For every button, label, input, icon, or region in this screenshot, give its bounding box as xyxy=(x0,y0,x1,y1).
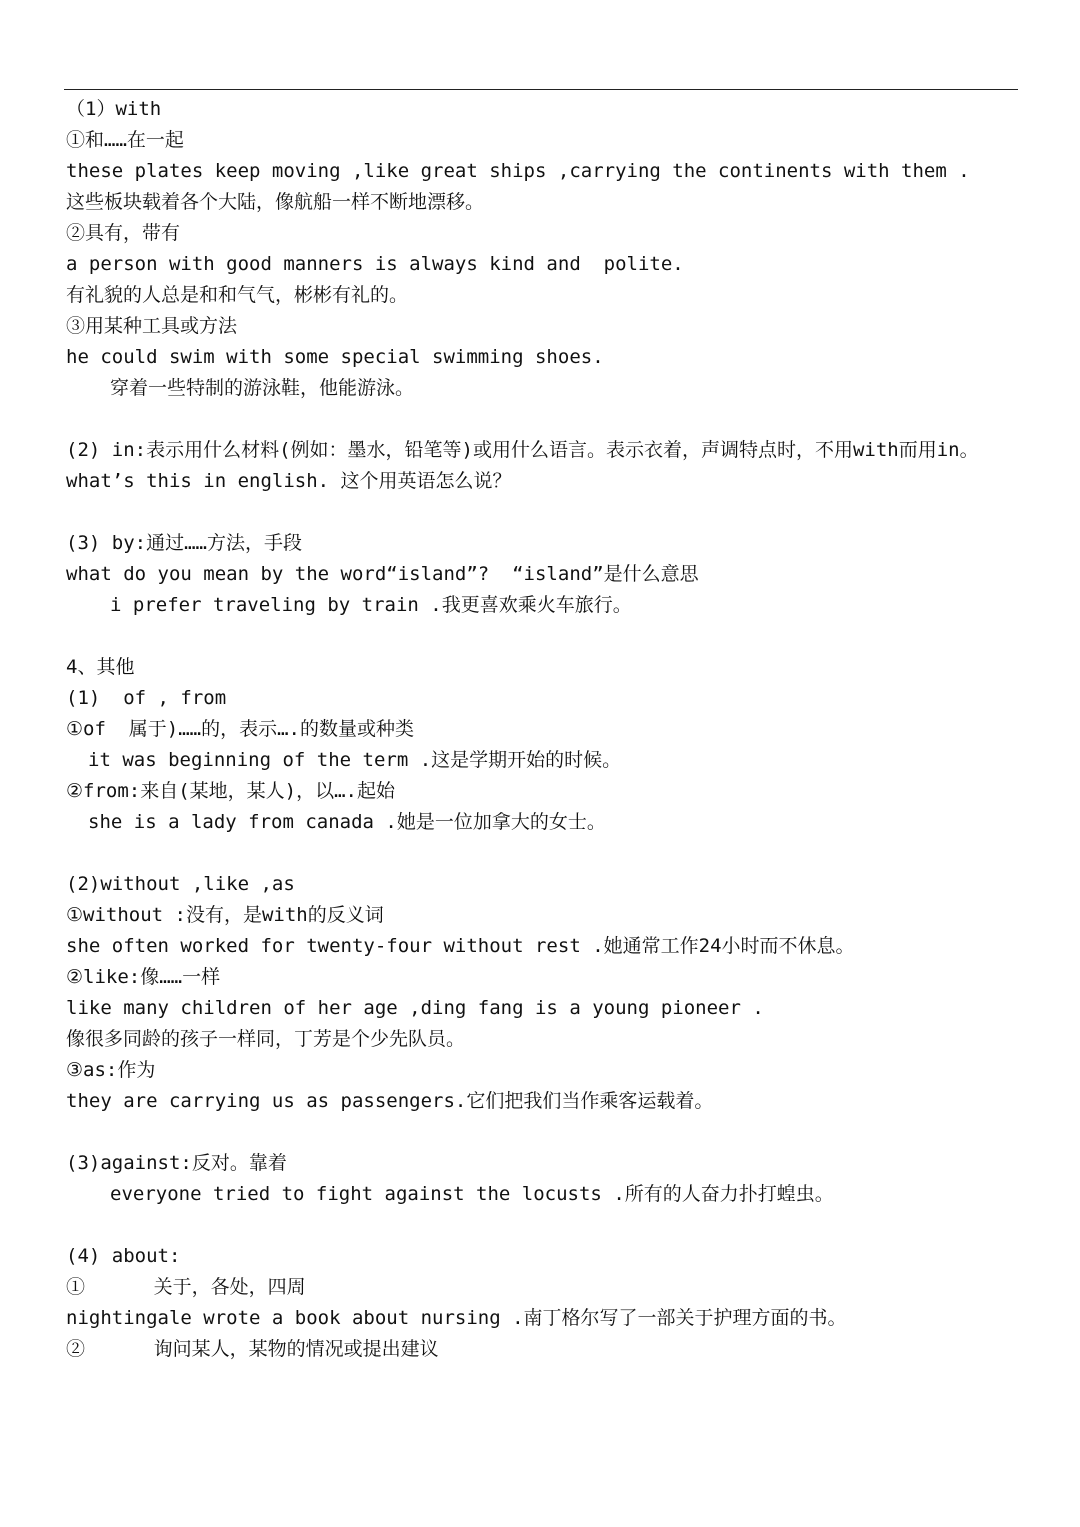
sense-heading: ① 关于，各处，四周 xyxy=(66,1276,306,1298)
section-heading-by: (3) by:通过……方法，手段 xyxy=(66,532,302,554)
subsection-heading-without-like-as: (2)without ,like ,as xyxy=(66,873,295,895)
sense-heading: ②具有，带有 xyxy=(66,222,181,244)
example-en: she often worked for twenty-four without rest .她通常工作24小时而不休息。 xyxy=(66,935,855,957)
example-zh: 穿着一些特制的游泳鞋，他能游泳。 xyxy=(110,377,415,399)
sense-heading: ② 询问某人，某物的情况或提出建议 xyxy=(66,1338,439,1360)
sense-heading: ①和……在一起 xyxy=(66,129,184,151)
example-zh: 这些板块载着各个大陆，像航船一样不断地漂移。 xyxy=(66,191,485,213)
subsection-heading-against: (3)against:反对。靠着 xyxy=(66,1152,287,1174)
example-en: nightingale wrote a book about nursing .南丁格尔写了一部关于护理方面的书。 xyxy=(66,1307,847,1329)
sense-heading: ③as:作为 xyxy=(66,1059,156,1081)
header-rule xyxy=(64,89,1018,90)
blank-line xyxy=(66,621,1018,652)
blank-line xyxy=(66,838,1018,869)
blank-line xyxy=(66,497,1018,528)
blank-line xyxy=(66,1210,1018,1241)
document-body xyxy=(66,94,1018,1365)
example-en: he could swim with some special swimming shoes. xyxy=(66,346,604,368)
example-zh: 有礼貌的人总是和和气气，彬彬有礼的。 xyxy=(66,284,409,306)
example-en: a person with good manners is always kind and polite. xyxy=(66,253,684,275)
blank-line xyxy=(66,1117,1018,1148)
blank-line xyxy=(66,404,1018,435)
example-en: like many children of her age ,ding fang is a young pioneer . xyxy=(66,997,764,1019)
section-heading-in: (2) in:表示用什么材料(例如：墨水，铅笔等)或用什么语言。表示衣着，声调特点时，不用with而用in。 xyxy=(66,439,979,461)
section-heading-other: 4、其他 xyxy=(66,656,135,678)
sense-heading: ①without :没有，是with的反义词 xyxy=(66,904,384,926)
example-en: she is a lady from canada .她是一位加拿大的女士。 xyxy=(88,811,606,833)
subsection-heading-of-from: (1) of , from xyxy=(66,687,227,709)
example-zh: 像很多同龄的孩子一样同，丁芳是个少先队员。 xyxy=(66,1028,466,1050)
example-en: what do you mean by the word“island”? “island”是什么意思 xyxy=(66,563,699,585)
sense-heading: ②from:来自(某地，某人)，以….起始 xyxy=(66,780,395,802)
example-en: it was beginning of the term .这是学期开始的时候。 xyxy=(88,749,622,771)
example-en: these plates keep moving ,like great ships ,carrying the continents with them . xyxy=(66,160,970,182)
example-en: what’s this in english. 这个用英语怎么说？ xyxy=(66,470,512,492)
section-heading-with: （1）with xyxy=(66,98,162,120)
example-en: they are carrying us as passengers.它们把我们当作乘客运载着。 xyxy=(66,1090,714,1112)
sense-heading: ②like:像……一样 xyxy=(66,966,221,988)
example-en: everyone tried to fight against the locusts .所有的人奋力扑打蝗虫。 xyxy=(110,1183,834,1205)
sense-heading: ③用某种工具或方法 xyxy=(66,315,238,337)
subsection-heading-about: (4) about: xyxy=(66,1245,181,1267)
sense-heading: ①of 属于)……的，表示….的数量或种类 xyxy=(66,718,414,740)
example-en: i prefer traveling by train .我更喜欢乘火车旅行。 xyxy=(110,594,632,616)
